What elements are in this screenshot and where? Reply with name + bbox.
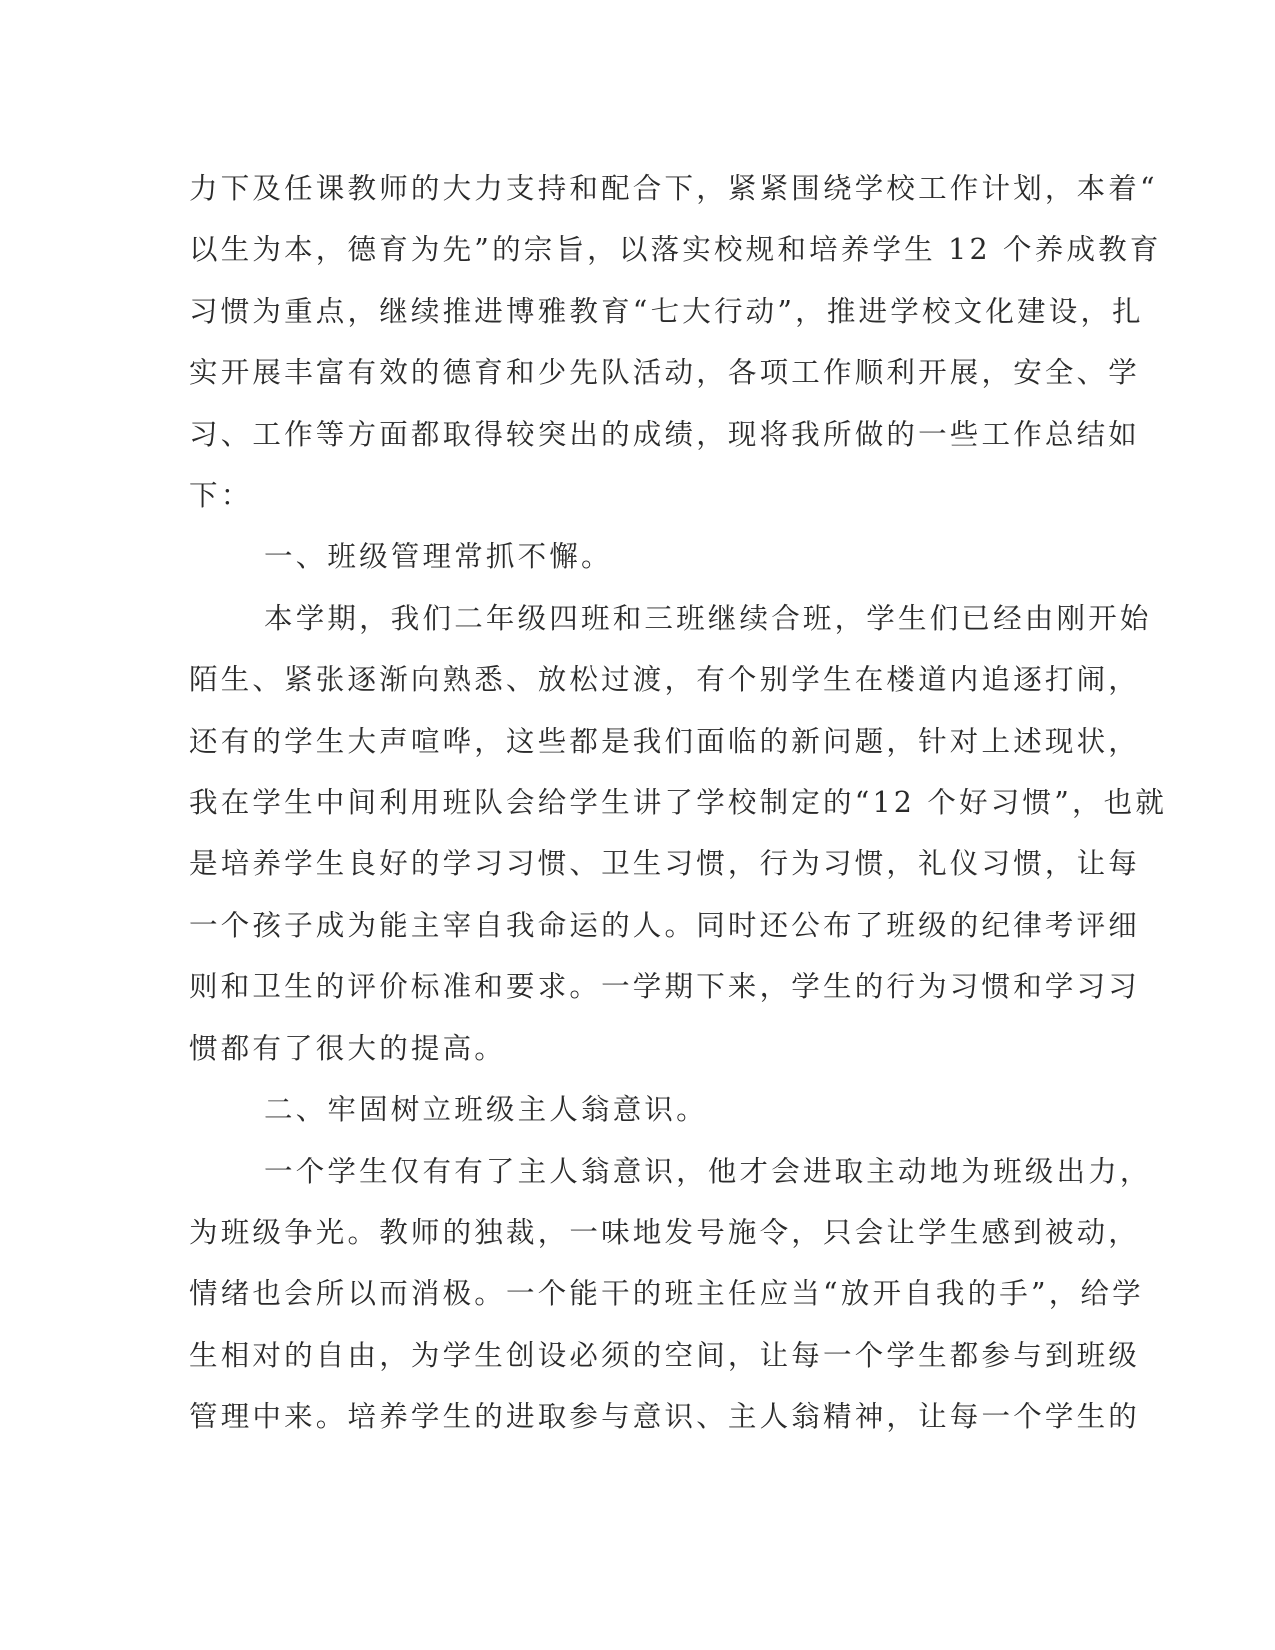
section-1-paragraph — [189, 588, 1168, 1079]
text-line: 习、工作等方面都取得较突出的成绩，现将我所做的一些工作总结如 — [189, 417, 1141, 451]
text-line: 生相对的自由，为学生创设必须的空间，让每一个学生都参与到班级 — [189, 1338, 1141, 1372]
text-line: 下： — [189, 479, 253, 513]
heading-text: 一、班级管理常抓不懈。 — [264, 540, 613, 574]
text-line: 力下及任课教师的大力支持和配合下，紧紧围绕学校工作计划，本着“ — [189, 172, 1158, 205]
text-line: 则和卫生的评价标准和要求。一学期下来，学生的行为习惯和学习习 — [189, 970, 1141, 1004]
text-line: 陌生、紧张逐渐向熟悉、放松过渡，有个别学生在楼道内追逐打闹， — [189, 663, 1141, 697]
heading-text: 二、牢固树立班级主人翁意识。 — [264, 1093, 708, 1127]
section-heading-2 — [189, 1079, 1069, 1140]
text-line: 还有的学生大声喧哗，这些都是我们面临的新问题，针对上述现状， — [189, 724, 1141, 758]
text-line: 惯都有了很大的提高。 — [189, 1031, 507, 1065]
text-line: 以生为本，德育为先”的宗旨，以落实校规和培养学生 12 个养成教育 — [189, 233, 1162, 267]
body-text — [189, 158, 1168, 1448]
section-heading-1 — [189, 526, 1069, 587]
text-line: 本学期，我们二年级四班和三班继续合班，学生们已经由刚开始 — [264, 601, 1152, 635]
text-line: 管理中来。培养学生的进取参与意识、主人翁精神，让每一个学生的 — [189, 1400, 1141, 1434]
text-line: 情绪也会所以而消极。一个能干的班主任应当“放开自我的手”，给学 — [189, 1277, 1144, 1311]
text-line: 一个孩子成为能主宰自我命运的人。同时还公布了班级的纪律考评细 — [189, 908, 1141, 942]
text-line: 为班级争光。教师的独裁，一味地发号施令，只会让学生感到被动， — [189, 1215, 1141, 1249]
text-line: 我在学生中间利用班队会给学生讲了学校制定的“12 个好习惯”，也就 — [189, 786, 1168, 820]
text-line: 习惯为重点，继续推进博雅教育“七大行动”，推进学校文化建设，扎 — [189, 294, 1144, 328]
intro-paragraph — [189, 158, 1162, 526]
text-line: 是培养学生良好的学习习惯、卫生习惯，行为习惯，礼仪习惯，让每 — [189, 847, 1141, 881]
text-line: 实开展丰富有效的德育和少先队活动，各项工作顺利开展，安全、学 — [189, 356, 1141, 390]
section-2-paragraph — [189, 1141, 1152, 1448]
text-line: 一个学生仅有有了主人翁意识，他才会进取主动地为班级出力， — [264, 1154, 1152, 1188]
